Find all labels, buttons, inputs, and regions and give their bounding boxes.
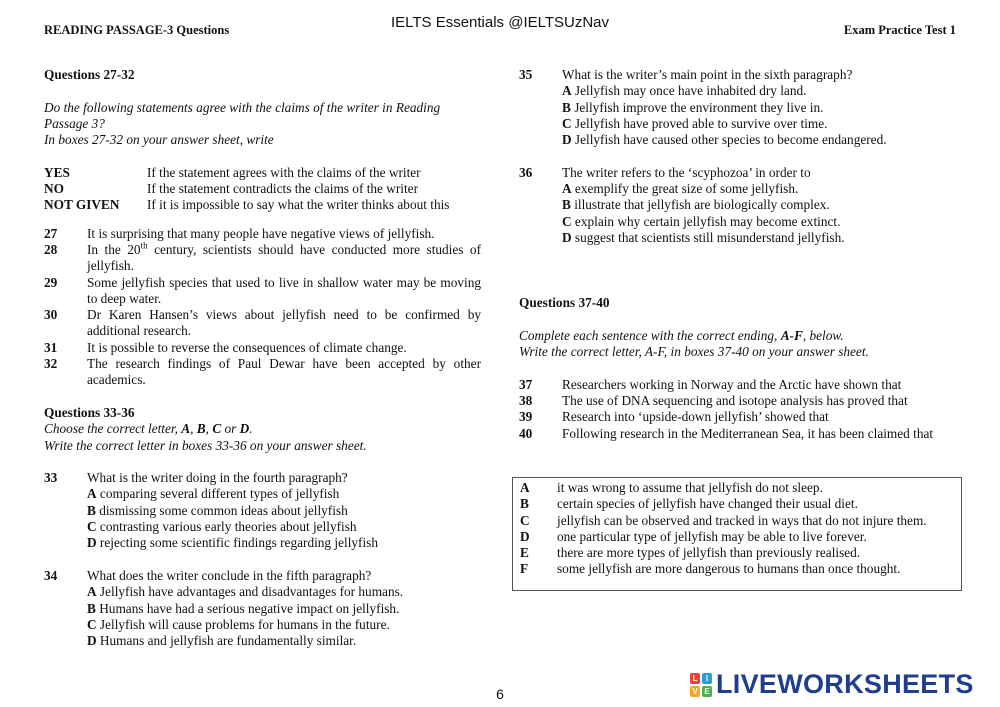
question-number: 33: [44, 470, 58, 486]
option-b: B dismissing some common ideas about jellyfish: [87, 502, 348, 518]
ending-c: C jellyfish can be observed and tracked in ways that do not injure them.: [520, 512, 927, 528]
question-number: 37: [519, 376, 533, 392]
question-38: [519, 393, 957, 409]
legend-value: If the statement contradicts the claims of the writer: [147, 181, 419, 197]
question-text: The research findings of Paul Dewar have been accepted by other academics.: [87, 356, 481, 388]
option-d: D Humans and jellyfish are fundamentally similar.: [87, 633, 357, 649]
option-a: A Jellyfish have advantages and disadvantages for humans.: [87, 584, 404, 600]
legend-key: NO: [44, 181, 64, 197]
question-text: It is possible to reverse the consequences of climate change.: [87, 339, 407, 355]
legend-row-yes: [44, 165, 481, 181]
question-number: 30: [44, 307, 58, 323]
ending-d: D one particular type of jellyfish may be able to live forever.: [520, 528, 867, 544]
question-40: [519, 426, 957, 442]
question-text: The use of DNA sequencing and isotope analysis has proved that: [562, 393, 908, 409]
option-a: A comparing several different types of jellyfish: [87, 486, 340, 502]
liveworksheets-logo[interactable]: [690, 669, 974, 700]
question-number: 34: [44, 567, 58, 583]
header-center: IELTS Essentials @IELTSUzNav: [390, 14, 610, 31]
instruction: Choose the correct letter, A, B, C or D.: [44, 421, 253, 437]
question-number: 29: [44, 274, 58, 290]
logo-text: LIVEWORKSHEETS: [716, 669, 974, 699]
instruction: Write the correct letter, A-F, in boxes 37-40 on your answer sheet.: [519, 344, 869, 360]
right-column: [519, 67, 957, 442]
option-c: C Jellyfish have proved able to survive over time.: [562, 115, 828, 131]
question-text: Some jellyfish species that used to live in shallow water may be moving to deep water.: [87, 274, 481, 306]
instruction: In boxes 27-32 on your answer sheet, write: [44, 132, 274, 148]
question-32: [44, 356, 481, 389]
section-title-33-36: Questions 33-36: [44, 404, 135, 420]
ending-a: A it was wrong to assume that jellyfish do not sleep.: [520, 480, 823, 495]
logo-tile-i: I: [702, 673, 712, 684]
logo-tile-v: V: [690, 686, 700, 697]
question-number: 36: [519, 164, 533, 180]
option-a: A Jellyfish may once have inhabited dry land.: [562, 83, 807, 99]
question-number: 38: [519, 393, 533, 409]
option-b: B illustrate that jellyfish are biologically complex.: [562, 197, 830, 213]
question-text: It is surprising that many people have negative views of jellyfish.: [87, 225, 435, 241]
legend-row-no: [44, 181, 481, 197]
question-35: [519, 67, 957, 148]
legend-key: NOT GIVEN: [44, 197, 120, 213]
question-28: [44, 242, 481, 275]
question-number: 31: [44, 339, 58, 355]
legend-row-not-given: [44, 197, 481, 213]
question-36: [519, 165, 957, 246]
question-27: [44, 226, 481, 242]
question-text: Researchers working in Norway and the Arctic have shown that: [562, 376, 902, 392]
question-number: 40: [519, 425, 533, 441]
question-text: Research into ‘upside-down jellyfish’ showed that: [562, 409, 829, 425]
instruction: Complete each sentence with the correct ending, A-F, below.: [519, 327, 844, 343]
option-d: D rejecting some scientific findings regarding jellyfish: [87, 535, 378, 551]
option-d: D suggest that scientists still misunderstand jellyfish.: [562, 229, 845, 245]
instruction: Write the correct letter in boxes 33-36 on your answer sheet.: [44, 437, 367, 453]
question-37: [519, 377, 957, 393]
option-a: A exemplify the great size of some jellyfish.: [562, 181, 799, 197]
option-c: C Jellyfish will cause problems for humans in the future.: [87, 616, 390, 632]
question-text: What is the writer’s main point in the sixth paragraph?: [562, 67, 853, 82]
option-d: D Jellyfish have caused other species to become endangered.: [562, 132, 887, 148]
question-number: 35: [519, 67, 533, 82]
left-column: [44, 67, 481, 649]
question-text: Dr Karen Hansen’s views about jellyfish need to be confirmed by additional research.: [87, 307, 481, 339]
question-text: What does the writer conclude in the fifth paragraph?: [87, 567, 372, 583]
question-number: 32: [44, 356, 58, 372]
question-text: The writer refers to the ‘scyphozoa’ in order to: [562, 164, 811, 180]
question-31: [44, 340, 481, 356]
option-b: B Humans have had a serious negative impact on jellyfish.: [87, 600, 400, 616]
ending-b: B certain species of jellyfish have changed their usual diet.: [520, 496, 858, 512]
question-30: [44, 307, 481, 340]
question-number: 39: [519, 409, 533, 425]
header-left: READING PASSAGE-3 Questions: [44, 23, 230, 37]
question-text: What is the writer doing in the fourth paragraph?: [87, 470, 348, 486]
endings-box: [512, 477, 962, 591]
option-c: C contrasting various early theories about jellyfish: [87, 519, 357, 535]
question-34: [44, 568, 481, 649]
section-title-37-40: Questions 37-40: [519, 295, 610, 311]
question-text: Following research in the Mediterranean Sea, it has been claimed that: [562, 425, 934, 441]
legend-key: YES: [44, 164, 70, 180]
legend: [44, 165, 481, 214]
legend-value: If the statement agrees with the claims of the writer: [147, 164, 421, 180]
ending-e: E there are more types of jellyfish than previously realised.: [520, 545, 861, 561]
question-text: In the 20th century, scientists should have conducted more studies of jellyfish.: [87, 240, 481, 274]
question-number: 27: [44, 225, 58, 241]
logo-tile-l: L: [690, 673, 700, 684]
question-number: 28: [44, 241, 58, 257]
logo-tile-e: E: [702, 686, 712, 697]
header-right: Exam Practice Test 1: [843, 23, 956, 37]
logo-mark-icon: [690, 673, 712, 697]
ending-f: F some jellyfish are more dangerous to humans than once thought.: [520, 561, 901, 577]
question-33: [44, 470, 481, 551]
section-title-27-32: Questions 27-32: [44, 67, 135, 82]
question-29: [44, 275, 481, 308]
page-number: 6: [496, 686, 504, 702]
option-c: C explain why certain jellyfish may become extinct.: [562, 213, 841, 229]
question-39: [519, 409, 957, 425]
instruction: Do the following statements agree with the claims of the writer in Reading Passage 3?: [44, 99, 441, 131]
legend-value: If it is impossible to say what the writer thinks about this: [147, 197, 450, 213]
option-b: B Jellyfish improve the environment they live in.: [562, 99, 824, 115]
